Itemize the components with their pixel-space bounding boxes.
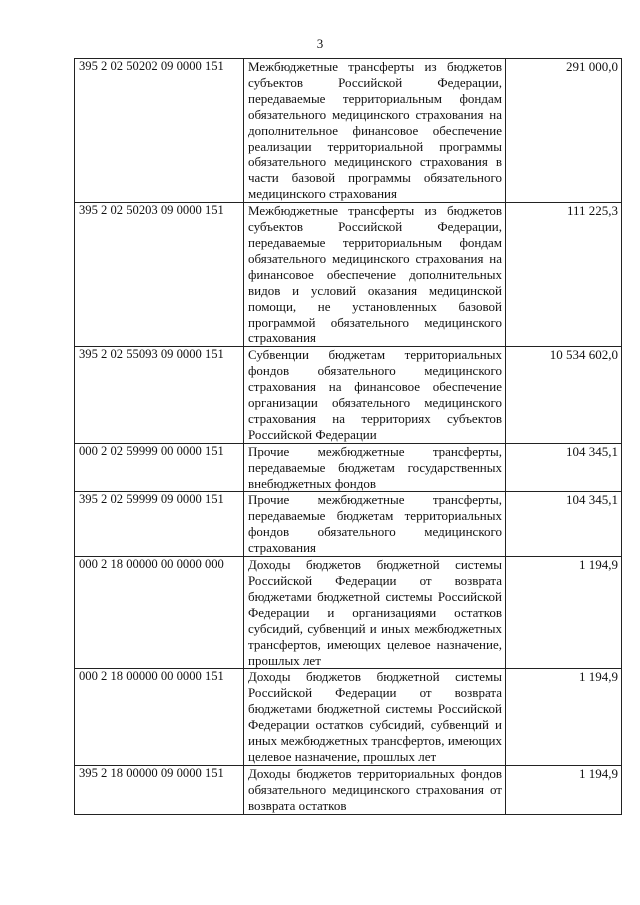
- amount-cell: 291 000,0: [506, 59, 622, 203]
- table-row: [75, 669, 622, 765]
- table-row: [75, 59, 622, 203]
- revenue-name-cell: Межбюджетные трансферты из бюджетов субъектов Российской Федерации, передаваемые территориальным фондам обязательного медицинского страхования на финансовое обеспечение дополнительных видов и условий оказания медицинской помощи, не установленных базовой программой обязательного медицинского страхования: [244, 203, 506, 347]
- amount-cell: 10 534 602,0: [506, 347, 622, 443]
- table-row: [75, 347, 622, 443]
- table-row: [75, 203, 622, 347]
- budget-code-cell: 395 2 02 50202 09 0000 151: [75, 59, 244, 203]
- revenue-name-cell: Прочие межбюджетные трансферты, передаваемые бюджетам территориальных фондов обязательного медицинского страхования: [244, 492, 506, 557]
- amount-cell: 111 225,3: [506, 203, 622, 347]
- amount-cell: 1 194,9: [506, 669, 622, 765]
- table-row: [75, 557, 622, 669]
- budget-code-cell: 000 2 02 59999 00 0000 151: [75, 443, 244, 492]
- revenue-name-cell: Доходы бюджетов бюджетной системы Российской Федерации от возврата бюджетами бюджетной системы Российской Федерации и организациями остатков субсидий, субвенций и иных межбюджетных трансфертов, имеющих целевое назначение, прошлых лет: [244, 557, 506, 669]
- revenue-name-cell: Доходы бюджетов территориальных фондов обязательного медицинского страхования от возврата остатков: [244, 765, 506, 814]
- table-row: [75, 492, 622, 557]
- amount-cell: 104 345,1: [506, 492, 622, 557]
- budget-code-cell: 395 2 02 50203 09 0000 151: [75, 203, 244, 347]
- budget-code-cell: 395 2 02 55093 09 0000 151: [75, 347, 244, 443]
- budget-code-cell: 000 2 18 00000 00 0000 151: [75, 669, 244, 765]
- table-row: [75, 443, 622, 492]
- revenue-name-cell: Доходы бюджетов бюджетной системы Российской Федерации от возврата бюджетами бюджетной системы Российской Федерации остатков субсидий, субвенций и иных межбюджетных трансфертов, имеющих целевое назначение, прошлых лет: [244, 669, 506, 765]
- amount-cell: 104 345,1: [506, 443, 622, 492]
- revenue-name-cell: Межбюджетные трансферты из бюджетов субъектов Российской Федерации, передаваемые территориальным фондам обязательного медицинского страхования на дополнительное финансовое обеспечение реализации территориальной программы обязательного медицинского страхования в части базовой программы обязательного медицинского страхования: [244, 59, 506, 203]
- amount-cell: 1 194,9: [506, 557, 622, 669]
- amount-cell: 1 194,9: [506, 765, 622, 814]
- page-number: 3: [316, 36, 324, 51]
- budget-code-cell: 395 2 02 59999 09 0000 151: [75, 492, 244, 557]
- budget-code-cell: 395 2 18 00000 09 0000 151: [75, 765, 244, 814]
- budget-revenue-table: [74, 58, 622, 815]
- revenue-name-cell: Субвенции бюджетам территориальных фондов обязательного медицинского страхования на финансовое обеспечение организации обязательного медицинского страхования на территориях субъектов Российской Федерации: [244, 347, 506, 443]
- budget-code-cell: 000 2 18 00000 00 0000 000: [75, 557, 244, 669]
- table-row: [75, 765, 622, 814]
- revenue-name-cell: Прочие межбюджетные трансферты, передаваемые бюджетам государственных внебюджетных фондов: [244, 443, 506, 492]
